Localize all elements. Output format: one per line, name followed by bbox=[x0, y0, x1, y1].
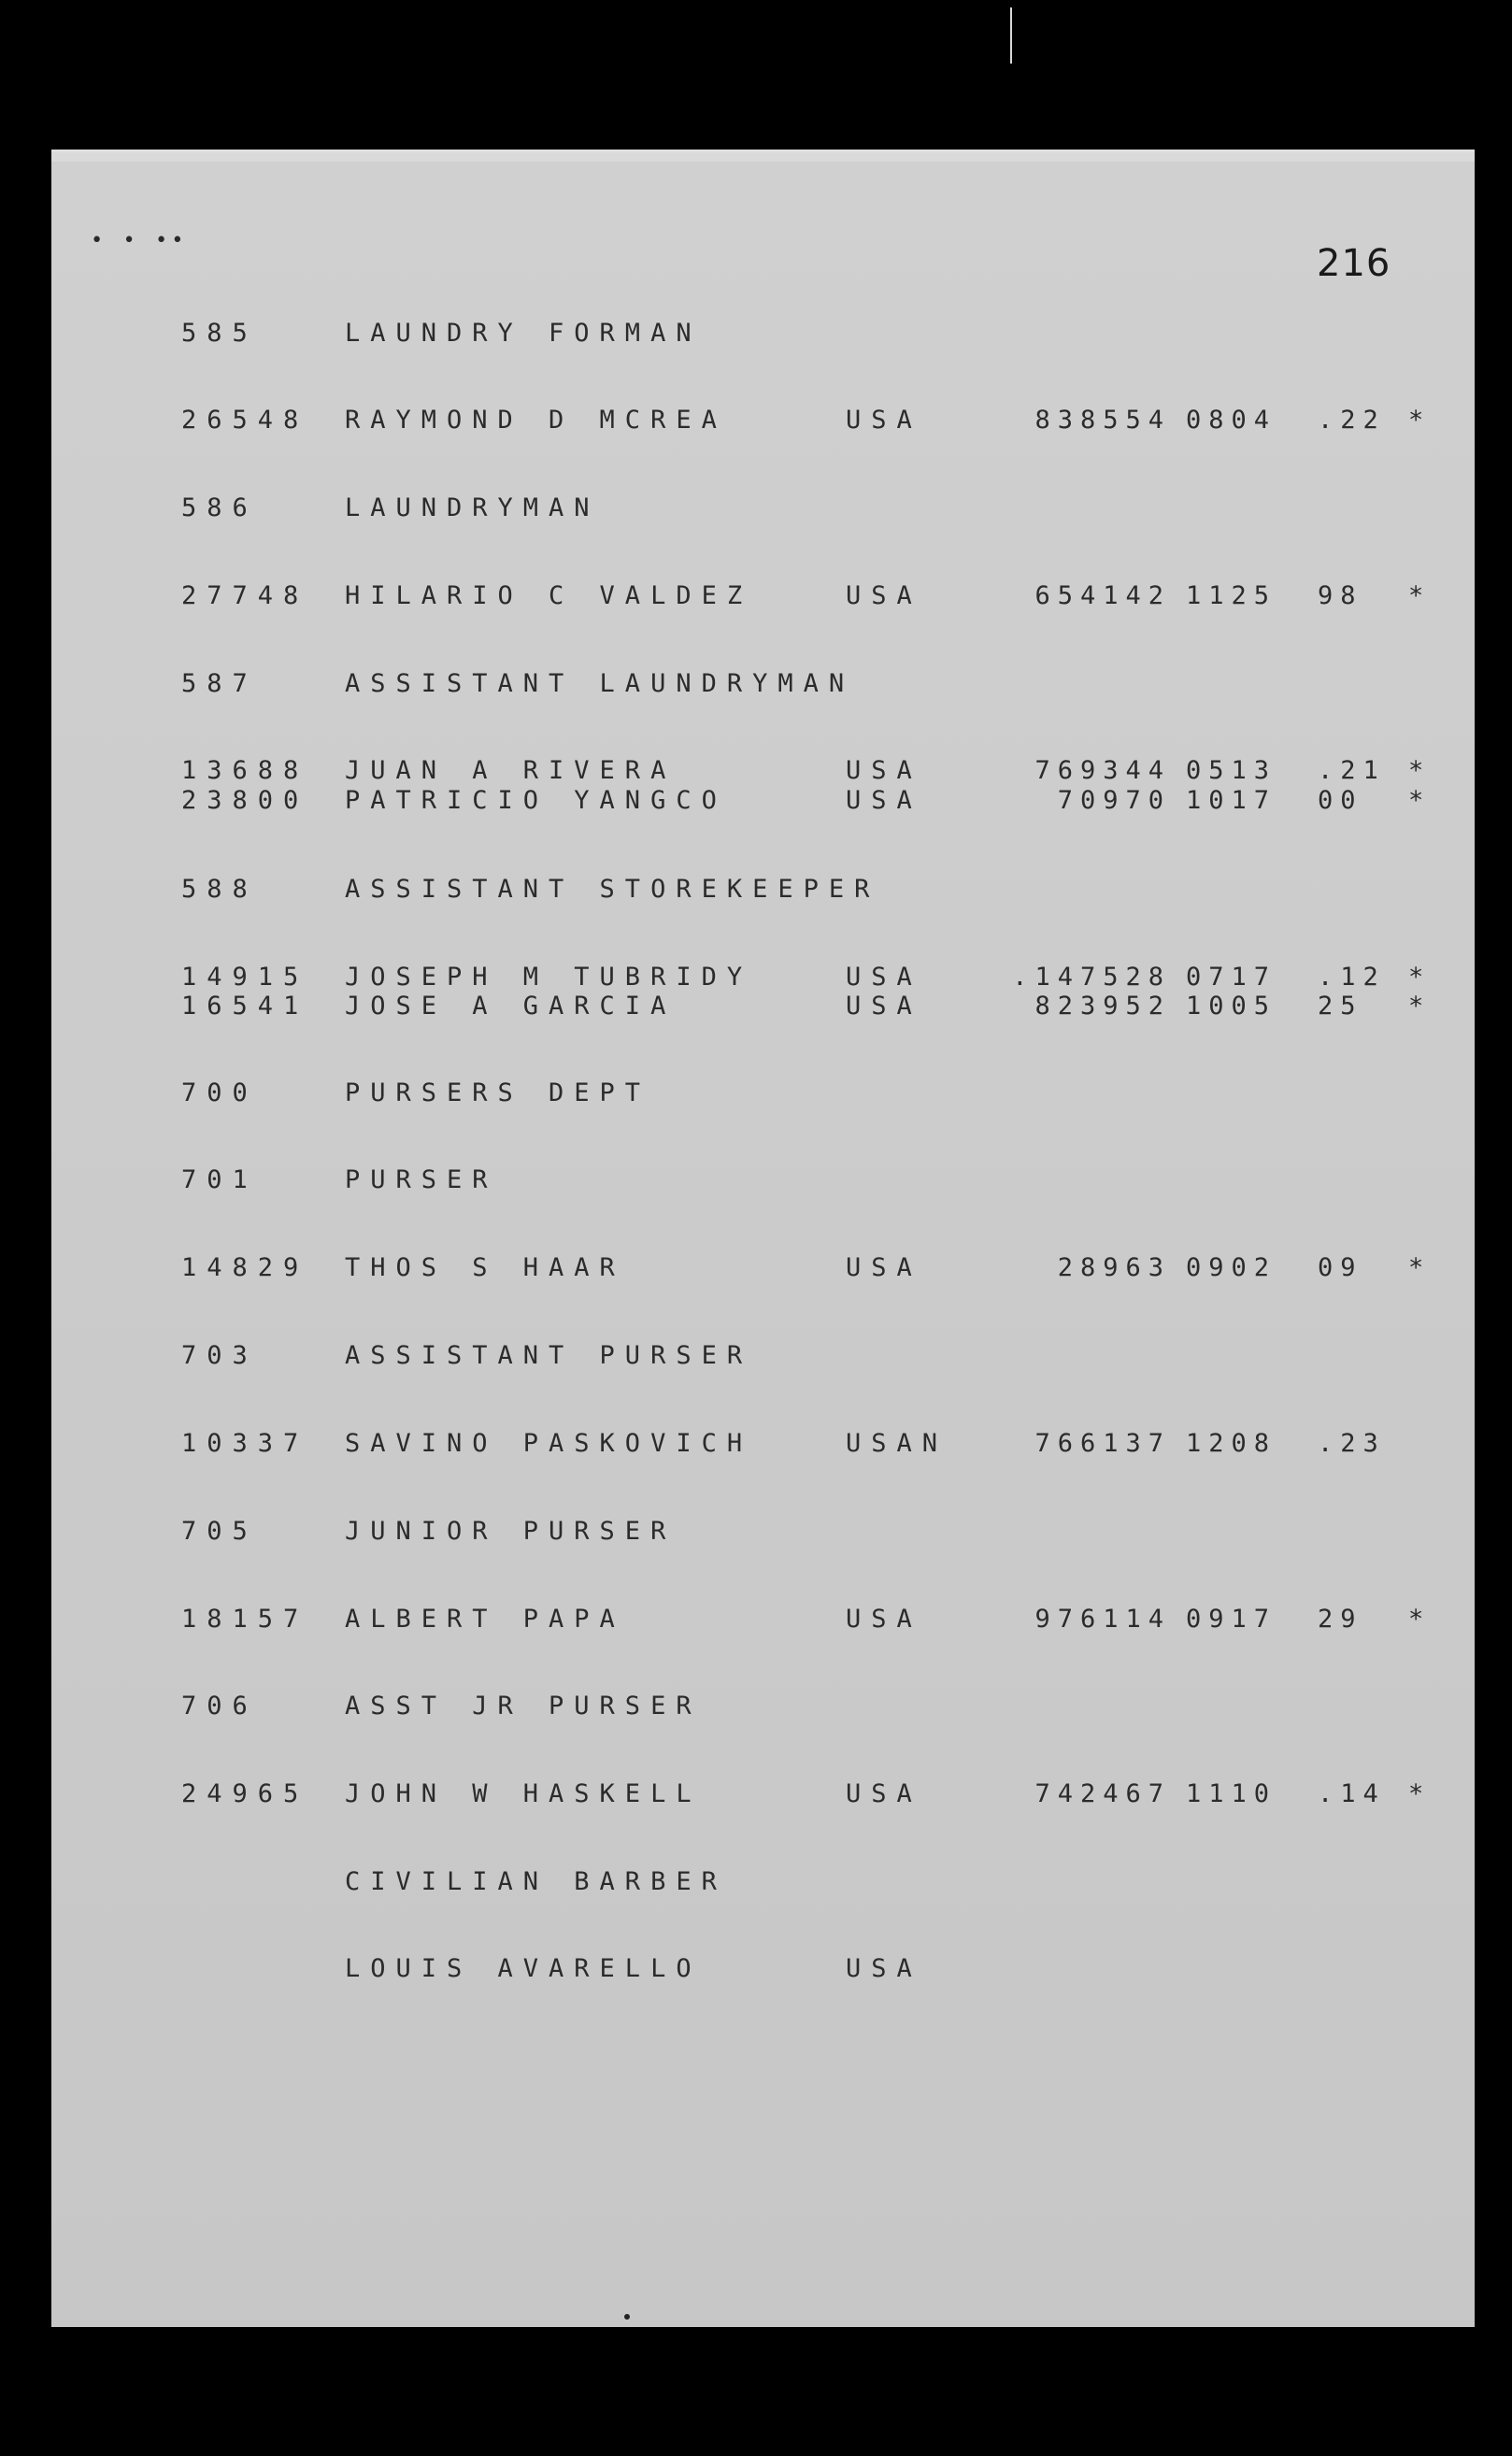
entry-mark: * bbox=[1408, 1605, 1424, 1634]
entry-number: .147528 bbox=[1012, 963, 1171, 992]
section-title: ASSISTANT PURSER bbox=[345, 1341, 753, 1370]
entry-number: 823952 bbox=[1034, 992, 1171, 1021]
section-title: LAUNDRYMAN bbox=[345, 493, 600, 522]
section-title: LAUNDRY FORMAN bbox=[345, 319, 702, 348]
entry-mark bbox=[1408, 1953, 1436, 1985]
entry-nationality: USA bbox=[846, 1954, 922, 1983]
entry-pay: .21 bbox=[1318, 756, 1386, 785]
entry-number: 654142 bbox=[1034, 581, 1171, 610]
entry-name: JUAN A RIVERA bbox=[345, 756, 677, 785]
entry-mark: * bbox=[1408, 756, 1424, 785]
entry-pay: .14 bbox=[1318, 1779, 1386, 1808]
entry-pay bbox=[1318, 1953, 1383, 1985]
entry-nationality: USA bbox=[846, 963, 922, 992]
entry-name: HILARIO C VALDEZ bbox=[345, 581, 753, 610]
section-code bbox=[181, 1866, 331, 1898]
section-code: 703 bbox=[181, 1341, 258, 1370]
entry-number: 766137 bbox=[1034, 1429, 1171, 1458]
entry-nationality: USA bbox=[846, 756, 922, 785]
entry-code: 14915 bbox=[181, 963, 309, 992]
section-title: JUNIOR PURSER bbox=[345, 1517, 677, 1546]
section-title: CIVILIAN BARBER bbox=[345, 1867, 727, 1896]
entry-name: LOUIS AVARELLO bbox=[345, 1954, 702, 1983]
entry-nationality: USA bbox=[846, 786, 922, 815]
entry-pay: 98 bbox=[1318, 581, 1363, 610]
entry-code: 18157 bbox=[181, 1605, 309, 1634]
speck-mark bbox=[624, 2314, 630, 2320]
entry-code: 14829 bbox=[181, 1253, 309, 1282]
entry-mark: * bbox=[1408, 1253, 1424, 1282]
entry-pay: .23 bbox=[1318, 1429, 1386, 1458]
entry-name: ALBERT PAPA bbox=[345, 1605, 625, 1634]
entry-date: 1110 bbox=[1186, 1779, 1277, 1808]
entry-nationality: USA bbox=[846, 1605, 922, 1634]
entry-code: 10337 bbox=[181, 1429, 309, 1458]
entry-mark bbox=[1408, 1428, 1436, 1460]
entry-code: 24965 bbox=[181, 1779, 309, 1808]
section-code: 585 bbox=[181, 319, 258, 348]
sheet-top-strip bbox=[51, 152, 1475, 162]
entry-mark: * bbox=[1408, 1779, 1424, 1808]
entry-date: 1208 bbox=[1186, 1429, 1277, 1458]
section-code: 706 bbox=[181, 1692, 258, 1721]
entry-mark: * bbox=[1408, 406, 1424, 435]
document-sheet bbox=[51, 150, 1475, 2327]
entry-code: 13688 bbox=[181, 756, 309, 785]
section-code: 700 bbox=[181, 1078, 258, 1107]
entry-date: 0513 bbox=[1186, 756, 1277, 785]
section-code: 588 bbox=[181, 875, 258, 904]
entry-nationality: USA bbox=[846, 1253, 922, 1282]
entry-date: 0917 bbox=[1186, 1605, 1277, 1634]
entry-number: 769344 bbox=[1034, 756, 1171, 785]
entry-pay: 29 bbox=[1318, 1605, 1363, 1634]
entry-number: 742467 bbox=[1034, 1779, 1171, 1808]
entry-code: 23800 bbox=[181, 786, 309, 815]
entry-date: 0902 bbox=[1186, 1253, 1277, 1282]
entry-date: 1005 bbox=[1186, 992, 1277, 1021]
section-title: ASSISTANT LAUNDRYMAN bbox=[345, 669, 855, 698]
film-edge-mark bbox=[1010, 7, 1012, 64]
entry-number: 976114 bbox=[1034, 1605, 1171, 1634]
entry-number: 838554 bbox=[1034, 406, 1171, 435]
entry-pay: 25 bbox=[1318, 992, 1363, 1021]
entry-date: 1017 bbox=[1186, 786, 1277, 815]
entry-name: JOSE A GARCIA bbox=[345, 992, 677, 1021]
entry-date: 0717 bbox=[1186, 963, 1277, 992]
entry-name: JOHN W HASKELL bbox=[345, 1779, 702, 1808]
entry-pay: 00 bbox=[1318, 786, 1363, 815]
entry-name: PATRICIO YANGCO bbox=[345, 786, 727, 815]
entry-mark: * bbox=[1408, 963, 1424, 992]
entry-number: 70970 bbox=[1057, 786, 1171, 815]
entry-nationality: USA bbox=[846, 992, 922, 1021]
section-code: 587 bbox=[181, 669, 258, 698]
corner-marks: • • •• bbox=[91, 229, 188, 252]
entry-pay: .22 bbox=[1318, 406, 1386, 435]
entry-name: RAYMOND D MCREA bbox=[345, 406, 727, 435]
entry-date: 0804 bbox=[1186, 406, 1277, 435]
section-code: 705 bbox=[181, 1517, 258, 1546]
entry-date bbox=[1186, 1953, 1298, 1985]
entry-name: SAVINO PASKOVICH bbox=[345, 1429, 753, 1458]
entry-nationality: USA bbox=[846, 581, 922, 610]
entry-mark: * bbox=[1408, 581, 1424, 610]
entry-number bbox=[967, 1953, 1171, 1985]
entry-date: 1125 bbox=[1186, 581, 1277, 610]
entry-nationality: USAN bbox=[846, 1429, 949, 1458]
entry-code bbox=[181, 1953, 331, 1985]
entry-mark: * bbox=[1408, 992, 1424, 1021]
entry-code: 16541 bbox=[181, 992, 309, 1021]
section-title: ASST JR PURSER bbox=[345, 1692, 702, 1721]
section-title: PURSERS DEPT bbox=[345, 1078, 651, 1107]
entry-number: 28963 bbox=[1057, 1253, 1171, 1282]
entry-pay: 09 bbox=[1318, 1253, 1363, 1282]
entry-nationality: USA bbox=[846, 406, 922, 435]
entry-name: THOS S HAAR bbox=[345, 1253, 625, 1282]
page-number: 216 bbox=[1317, 242, 1391, 285]
section-code: 586 bbox=[181, 493, 258, 522]
entry-name: JOSEPH M TUBRIDY bbox=[345, 963, 753, 992]
entry-code: 26548 bbox=[181, 406, 309, 435]
entry-code: 27748 bbox=[181, 581, 309, 610]
section-code: 701 bbox=[181, 1165, 258, 1194]
entry-nationality: USA bbox=[846, 1779, 922, 1808]
section-title: PURSER bbox=[345, 1165, 498, 1194]
entry-pay: .12 bbox=[1318, 963, 1386, 992]
section-title: ASSISTANT STOREKEEPER bbox=[345, 875, 880, 904]
entry-mark: * bbox=[1408, 786, 1424, 815]
